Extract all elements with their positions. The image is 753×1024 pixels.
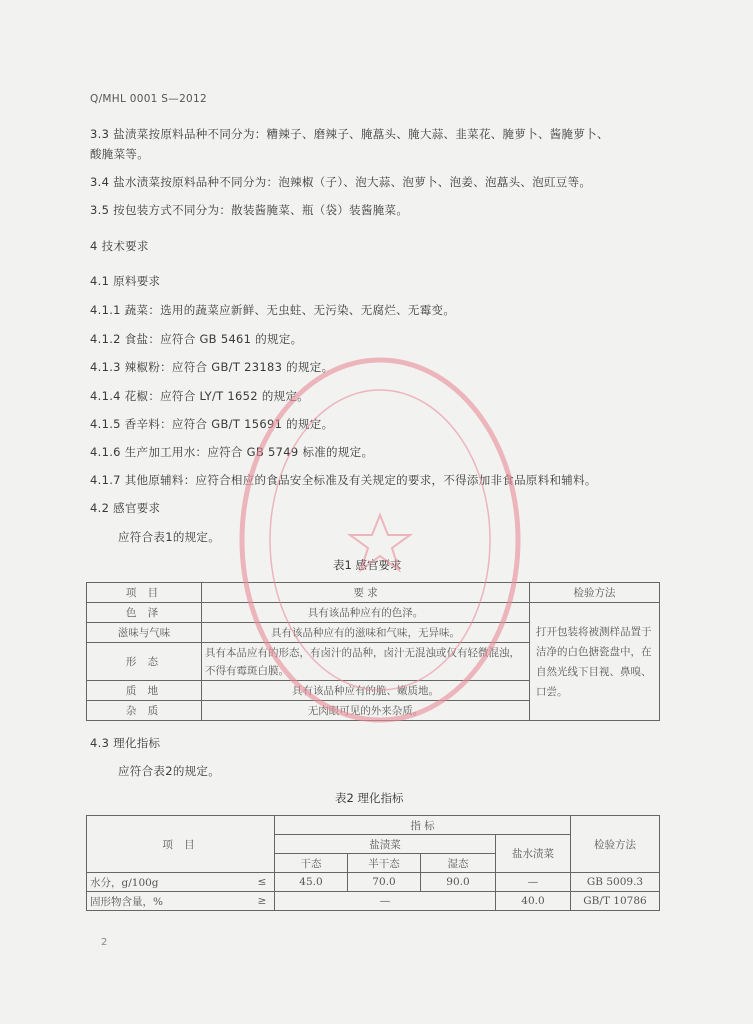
clause-4-1-4: 4.1.4 花椒：应符合 LY/T 1652 的规定。 xyxy=(90,389,310,403)
table2-cell: 40.0 xyxy=(496,892,571,911)
page-number: 2 xyxy=(101,937,108,948)
clause-4-1-7: 4.1.7 其他原辅料：应符合相应的食品安全标准及有关规定的要求，不得添加非食品原料和辅料。 xyxy=(90,473,597,487)
clause-4-3: 4.3 理化指标 xyxy=(90,736,161,750)
physicochemical-table xyxy=(86,815,660,911)
table2-cell: — xyxy=(275,892,496,911)
table1-requirement: 具有该品种应有的脆、嫩质地。 xyxy=(202,681,530,701)
table1-item: 杂 质 xyxy=(87,701,202,721)
table1-item: 色 泽 xyxy=(87,603,202,623)
table2-cell: — xyxy=(496,873,571,892)
clause-4-1-5: 4.1.5 香辛料：应符合 GB/T 15691 的规定。 xyxy=(90,417,334,431)
table2-header-semidry: 半干态 xyxy=(348,854,421,873)
table2-cell: GB/T 10786 xyxy=(571,892,660,911)
table2-cell: 45.0 xyxy=(275,873,348,892)
section-4-heading: 4 技术要求 xyxy=(90,239,149,253)
clause-4-1-6: 4.1.6 生产加工用水：应符合 GB 5749 标准的规定。 xyxy=(90,445,374,459)
clause-4-1-3: 4.1.3 辣椒粉：应符合 GB/T 23183 的规定。 xyxy=(90,360,334,374)
table2-row-name: 水分，g/100g xyxy=(87,873,251,892)
table2-row-name: 固形物含量，% xyxy=(87,892,251,911)
table2-header-item: 项 目 xyxy=(87,816,275,873)
table-row xyxy=(87,892,660,911)
table1-header-method: 检验方法 xyxy=(530,583,660,603)
table1-method: 打开包装将被测样品置于洁净的白色搪瓷盘中，在自然光线下目视、鼻嗅、口尝。 xyxy=(530,603,660,721)
table2-header-wet: 湿态 xyxy=(421,854,496,873)
clause-4-1-1: 4.1.1 蔬菜：选用的蔬菜应新鲜、无虫蛀、无污染、无腐烂、无霉变。 xyxy=(90,303,456,317)
table1-caption: 表1 感官要求 xyxy=(333,558,402,572)
table1-requirement: 具有该品种应有的色泽。 xyxy=(202,603,530,623)
table1-header-item: 项 目 xyxy=(87,583,202,603)
document-header: Q/MHL 0001 S—2012 xyxy=(90,93,207,105)
table2-header-salted: 盐渍菜 xyxy=(275,835,496,854)
table1-item: 形 态 xyxy=(87,643,202,681)
clause-3-5: 3.5 按包装方式不同分为：散装酱腌菜、瓶（袋）装酱腌菜。 xyxy=(90,203,409,217)
clause-4-2: 4.2 感官要求 xyxy=(90,501,161,515)
clause-3-3: 3.3 盐渍菜按原料品种不同分为：糟辣子、磨辣子、腌藠头、腌大蒜、韭菜花、腌萝卜、酱腌萝卜、 xyxy=(90,127,609,141)
table2-row-operator: ≥ xyxy=(250,892,275,911)
table-row xyxy=(87,873,660,892)
table2-header-dry: 干态 xyxy=(275,854,348,873)
table2-header-brine: 盐水渍菜 xyxy=(496,835,571,873)
table1-requirement: 无肉眼可见的外来杂质。 xyxy=(202,701,530,721)
table1-requirement: 具有本品应有的形态，有卤汁的品种，卤汁无混浊或仅有轻微混浊，不得有霉斑白膜。 xyxy=(202,643,530,681)
table2-cell: 70.0 xyxy=(348,873,421,892)
table1-requirement: 具有该品种应有的滋味和气味，无异味。 xyxy=(202,623,530,643)
table2-caption: 表2 理化指标 xyxy=(335,791,404,805)
table2-cell: GB 5009.3 xyxy=(571,873,660,892)
table2-header-index: 指 标 xyxy=(275,816,571,835)
clause-4-1: 4.1 原料要求 xyxy=(90,274,161,288)
table1-item: 质 地 xyxy=(87,681,202,701)
clause-4-1-2: 4.1.2 食盐：应符合 GB 5461 的规定。 xyxy=(90,332,303,346)
table1-header-requirement: 要 求 xyxy=(202,583,530,603)
table1-item: 滋味与气味 xyxy=(87,623,202,643)
clause-4-2-text: 应符合表1的规定。 xyxy=(118,530,221,544)
table2-cell: 90.0 xyxy=(421,873,496,892)
table2-header-method: 检验方法 xyxy=(571,816,660,873)
clause-4-3-text: 应符合表2的规定。 xyxy=(118,764,221,778)
official-seal-stamp xyxy=(230,330,540,730)
clause-3-3-cont: 酸腌菜等。 xyxy=(90,147,149,161)
table2-row-operator: ≤ xyxy=(250,873,275,892)
clause-3-4: 3.4 盐水渍菜按原料品种不同分为：泡辣椒（子）、泡大蒜、泡萝卜、泡姜、泡藠头、泡豇豆等。 xyxy=(90,175,592,189)
